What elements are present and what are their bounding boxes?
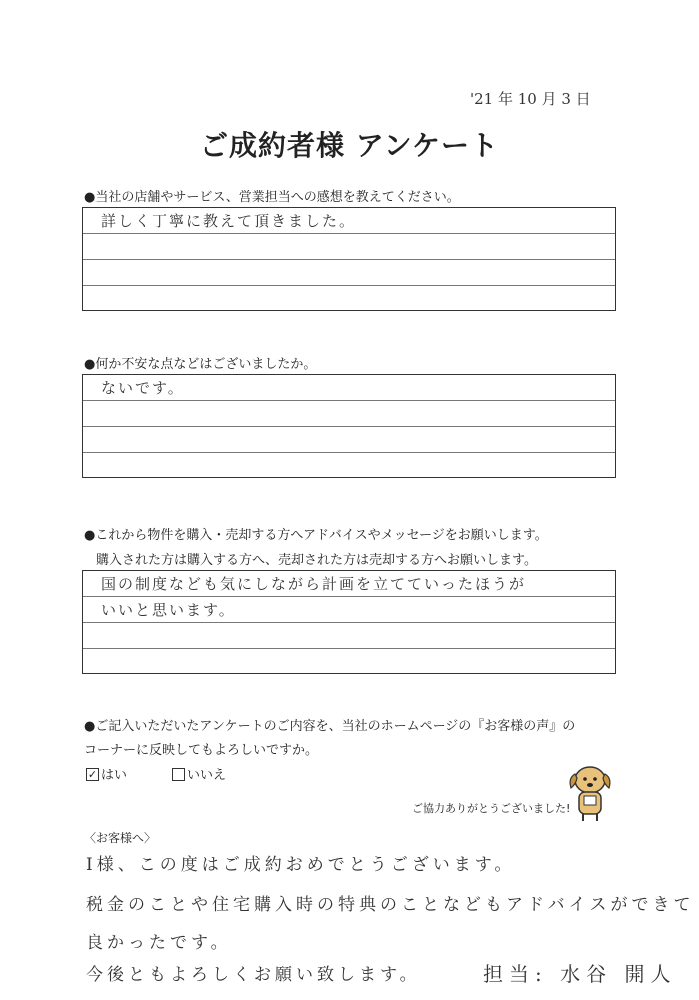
message-line: 良かったです。 (86, 933, 232, 953)
message-line: I様、この度はご成約おめでとうございます。 (86, 855, 516, 875)
no-option[interactable] (172, 764, 226, 783)
answer-line: 国の制度なども気にしながら計画を立てていったほうが (83, 571, 615, 597)
thanks-message: ご協力ありがとうございました! (412, 802, 571, 815)
question-4-sublabel: コーナーに反映してもよろしいですか。 (84, 743, 319, 758)
question-3-answer-box (82, 570, 616, 674)
question-3-label: ●これから物件を購入・売却する方へアドバイスやメッセージをお願いします。 (84, 528, 548, 543)
answer-line: ないです。 (83, 375, 615, 401)
answer-line (83, 427, 615, 453)
yes-checkbox[interactable]: ✓ (87, 768, 98, 781)
no-checkbox[interactable] (172, 768, 185, 781)
answer-line: 詳しく丁寧に教えて頂きました。 (83, 208, 615, 234)
answer-line: いいと思います。 (83, 597, 615, 623)
survey-date: '21 年 10 月 3 日 (470, 90, 591, 108)
question-2-answer-box (82, 374, 616, 478)
message-line: 税金のことや住宅購入時の特典のことなどもアドバイスができて (86, 895, 695, 915)
yes-option[interactable] (86, 764, 127, 783)
answer-line (83, 649, 615, 675)
message-line: 今後ともよろしくお願い致します。 (86, 965, 421, 985)
answer-line (83, 234, 615, 260)
answer-line (83, 260, 615, 286)
to-customer-heading: 〈お客様へ〉 (84, 831, 157, 845)
page-title: ご成約者様 アンケート (199, 129, 500, 162)
answer-line (83, 623, 615, 649)
question-4-label: ●ご記入いただいたアンケートのご内容を、当社のホームページの『お客様の声』の (84, 719, 576, 734)
answer-line (83, 401, 615, 427)
no-label: いいえ (187, 768, 227, 783)
question-1-label: ●当社の店舗やサービス、営業担当への感想を教えてください。 (84, 190, 460, 205)
staff-signature: 担当: 水谷 開人 (483, 962, 677, 986)
question-2-label: ●何か不安な点などはございましたか。 (84, 357, 317, 372)
question-3-sublabel: 購入された方は購入する方へ、売却された方は売却する方へお願いします。 (96, 553, 537, 568)
answer-line (83, 286, 615, 312)
answer-line (83, 453, 615, 479)
yes-label: はい (101, 768, 128, 783)
question-1-answer-box (82, 207, 616, 311)
